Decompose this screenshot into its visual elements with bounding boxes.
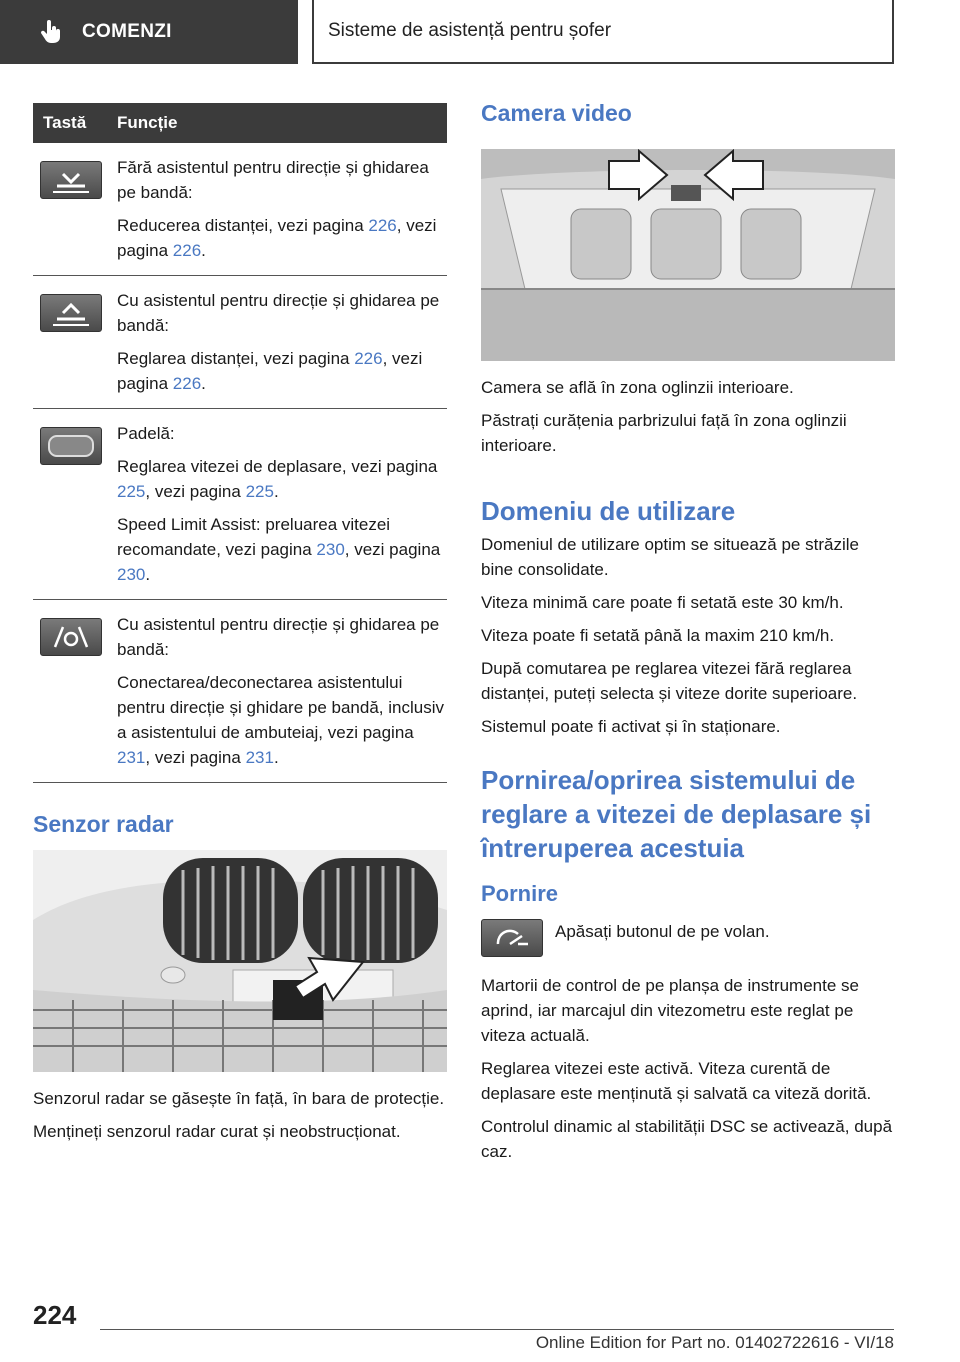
paragraph: Domeniul de utilizare optim se situează pe străzile bine consolidate. [481,535,859,579]
function-cell [117,421,447,587]
text-segment: . [273,482,279,501]
function-text [117,454,447,504]
paragraph: Martorii de control de pe planșa de instrumente se aprind, iar marcajul din vitezometru este reglat pe viteza actuală. [481,976,859,1045]
page-link[interactable]: 225 [245,482,274,501]
camera-text [481,375,895,458]
page-link[interactable]: 226 [172,241,202,260]
button-instruction-text: Apăsați butonul de pe volan. [555,922,770,941]
page-link[interactable]: 230 [117,565,146,584]
table-row [33,143,447,276]
page-link[interactable]: 225 [117,482,146,501]
radar-text [33,1086,447,1144]
text-segment: Padelă: [117,424,175,443]
camera-title: Camera video [481,100,632,126]
chapter-title: COMENZI [82,21,172,42]
col-header-key: Tastă [43,113,87,132]
paragraph: Reglarea vitezei este activă. Viteza curentă de deplasare este menținută și salvată ca viteză dorită. [481,1059,872,1103]
start-subtitle: Pornire [481,881,559,906]
page-link[interactable]: 230 [316,540,345,559]
radar-title: Senzor radar [33,811,174,837]
startstop-title: Pornirea/oprirea sistemului de reglare a vitezei de deplasare și întreruperea acestuia [481,765,872,863]
table-row [33,409,447,600]
page-link[interactable]: 226 [354,349,383,368]
key-cell [33,155,117,263]
cruise-control-button-icon [481,919,543,957]
text-segment: . [201,241,206,260]
function-cell [117,288,447,396]
function-text [117,670,447,770]
text-segment: . [273,748,279,767]
paragraph: Controlul dinamic al stabilității DSC se activează, după caz. [481,1117,893,1161]
paragraph: Mențineți senzorul radar curat și neobstrucționat. [33,1122,401,1141]
text-segment: Cu asistentul pentru direcție și ghidarea pe bandă: [117,291,440,335]
function-text [117,612,447,662]
startstop-text [481,973,895,1164]
function-text [117,512,447,587]
text-segment: , vezi pagina [145,748,246,767]
hand-pointer-icon [38,19,64,45]
text-segment: Reducerea distanței, vezi pagina [117,216,369,235]
paddle-icon [40,427,102,465]
function-text [117,346,447,396]
page-link[interactable]: 231 [117,748,146,767]
paragraph: Sistemul poate fi activat și în staționare. [481,717,781,736]
page-link[interactable]: 226 [368,216,397,235]
key-cell [33,421,117,587]
function-cell [117,155,447,263]
text-segment: . [201,374,206,393]
text-segment: Reglarea distanței, vezi pagina [117,349,355,368]
table-row [33,276,447,409]
page-header [0,0,960,66]
function-text [117,213,447,263]
lane-assist-icon [40,618,102,656]
section-title: Sisteme de asistență pentru șofer [328,20,612,41]
camera-photo [481,149,895,361]
text-segment: Cu asistentul pentru direcție și ghidarea pe bandă: [117,615,440,659]
text-segment: Conectarea/deconectarea asistentului pentru direcție și ghidare pe bandă, inclusiv a asistentului de ambuteiaj, vezi pagina [117,673,444,742]
page-link[interactable]: 231 [245,748,274,767]
footer-divider [100,1329,894,1330]
page-number: 224 [33,1300,77,1330]
function-text [117,288,447,338]
page-link[interactable]: 226 [172,374,202,393]
paragraph: Viteza poate fi setată până la maxim 210 km/h. [481,626,835,645]
paragraph: După comutarea pe reglarea vitezei fără reglarea distanței, puteți selecta și viteze dorite superioare. [481,659,858,703]
steering-lane-icon [40,161,102,199]
chapter-tab[interactable] [0,0,298,64]
text-segment: , vezi pagina [117,349,423,393]
text-segment: Fără asistentul pentru direcție și ghidarea pe bandă: [117,158,429,202]
col-header-function: Funcție [117,113,178,132]
function-text [117,421,447,446]
table-body [33,143,447,783]
text-segment: Reglarea vitezei de deplasare, vezi pagina [117,457,438,476]
left-column [33,103,447,1152]
paragraph: Viteza minimă care poate fi setată este 30 km/h. [481,593,844,612]
right-column [481,100,895,1172]
text-segment: , vezi pagina [145,482,246,501]
key-cell [33,288,117,396]
paragraph: Senzorul radar se găsește în față, în bara de protecție. [33,1089,445,1108]
edition-text: Online Edition for Part no. 01402722616 - VI/18 [535,1333,894,1352]
paragraph: Păstrați curățenia parbrizului față în zona oglinzii interioare. [481,411,847,455]
text-segment: , vezi pagina [117,216,437,260]
radar-sensor-photo [33,850,447,1072]
text-segment: Speed Limit Assist: preluarea vitezei recomandate, vezi pagina [117,515,391,559]
usage-text [481,532,895,739]
usage-title: Domeniu de utilizare [481,496,736,526]
key-cell [33,612,117,770]
section-tab[interactable] [312,0,894,64]
steering-lane-icon [40,294,102,332]
paragraph: Camera se află în zona oglinzii interioare. [481,378,794,397]
function-text [117,155,447,205]
table-header [33,103,447,143]
table-row [33,600,447,783]
button-instruction [481,919,895,957]
text-segment: , vezi pagina [344,540,441,559]
function-cell [117,612,447,770]
text-segment: . [145,565,151,584]
